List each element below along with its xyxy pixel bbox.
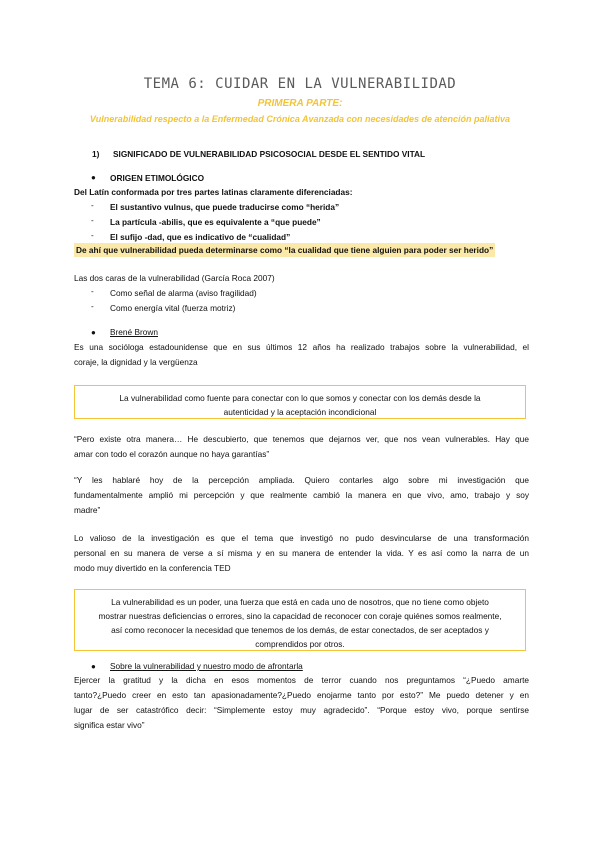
origen-intro: Del Latín conformada por tres partes latinas claramente diferenciadas:: [74, 187, 353, 197]
brown-paragraph-line: Es una socióloga estadounidense que en sus últimos 12 años ha realizado trabajos sobre la vulnerabilidad, el: [74, 342, 529, 352]
afrontar-line: lugar de ser catastrófico decir: “Simplemente estoy muy agradecido”. “Porque estoy vivo, porque sentirse: [74, 705, 529, 715]
callout-line: La vulnerabilidad como fuente para conectar con lo que somos y conectar con los demás desde la: [119, 393, 481, 403]
afrontar-line: significa estar vivo”: [74, 720, 145, 730]
dash-icon: -: [91, 287, 94, 296]
quote-line: “Pero existe otra manera… He descubierto, que tenemos que dejarnos ver, que nos vean vulnerables. Hay que: [74, 434, 529, 444]
quote-line: amar con todo el corazón aunque no haya garantías”: [74, 449, 270, 459]
callout-line: autenticidad y la aceptación incondicional: [223, 407, 377, 417]
callout-box: [74, 589, 526, 651]
origen-item: El sustantivo vulnus, que puede traducirse como “herida”: [110, 202, 340, 212]
bullet-icon: ●: [91, 662, 96, 671]
page-title: TEMA 6: CUIDAR EN LA VULNERABILIDAD: [143, 76, 457, 92]
brown-heading: Brené Brown: [110, 327, 158, 337]
afrontar-line: tanto?¿Puedo creer en esto tan apasionadamente?¿Puedo enojarme tanto por esto?” Me puedo detener y en: [74, 690, 529, 700]
dash-icon: -: [91, 302, 94, 311]
quote-line: fundamentalmente amplió mi percepción y que realmente cambió la manera en que vivo, amo, trabajo y soy: [74, 490, 529, 500]
origen-conclusion: De ahí que vulnerabilidad pueda determinarse como “la cualidad que tiene alguien para poder ser herido”: [76, 245, 494, 255]
bullet-icon: ●: [91, 173, 96, 182]
quote-line: madre”: [74, 505, 101, 515]
paragraph-line: Lo valioso de la investigación es que el tema que investigó no pudo desvincularse de una transformación: [74, 533, 529, 543]
section-number: 1): [92, 149, 100, 159]
quote-line: “Y les hablaré hoy de la percepción ampliada. Quiero contarles algo sobre mi investigación que: [74, 475, 529, 485]
origen-item: La partícula -abilis, que es equivalente a “que puede”: [110, 217, 321, 227]
part-label: PRIMERA PARTE:: [257, 98, 343, 109]
caras-item: Como energía vital (fuerza motriz): [110, 303, 236, 313]
dash-icon: -: [91, 201, 94, 210]
callout-line: La vulnerabilidad es un poder, una fuerza que está en cada uno de nosotros, que no tiene como objeto: [111, 597, 489, 607]
brown-paragraph-line: coraje, la dignidad y la vergüenza: [74, 357, 198, 367]
callout-line: así como reconocer la necesidad que tenemos de los demás, de estar conectados, de ser aceptados y: [111, 625, 489, 635]
paragraph-line: personal en su manera de verse a sí misma y en su manera de entender la vida. Y es así como la narra de un: [74, 548, 529, 558]
dash-icon: -: [91, 231, 94, 240]
bullet-icon: ●: [91, 328, 96, 337]
caras-intro: Las dos caras de la vulnerabilidad (García Roca 2007): [74, 273, 275, 283]
callout-box: [74, 385, 526, 419]
section-heading: SIGNIFICADO DE VULNERABILIDAD PSICOSOCIAL DESDE EL SENTIDO VITAL: [113, 149, 426, 159]
afrontar-heading: Sobre la vulnerabilidad y nuestro modo de afrontarla: [110, 661, 303, 671]
callout-line: mostrar nuestras deficiencias o errores, sino la capacidad de reconocer con coraje quiénes somos realmente,: [98, 611, 502, 621]
dash-icon: -: [91, 216, 94, 225]
part-subtitle: Vulnerabilidad respecto a la Enfermedad Crónica Avanzada con necesidades de atención paliativa: [89, 114, 511, 124]
callout-line: comprendidos por otros.: [255, 639, 345, 649]
caras-item: Como señal de alarma (aviso fragilidad): [110, 288, 257, 298]
origen-heading: ORIGEN ETIMOLÓGICO: [110, 173, 205, 183]
origen-item: El sufijo -dad, que es indicativo de “cualidad”: [110, 232, 291, 242]
paragraph-line: modo muy divertido en la conferencia TED: [74, 563, 231, 573]
afrontar-line: Ejercer la gratitud y la dicha en esos momentos de terror cuando nos preguntamos “¿Puedo amarte: [74, 675, 529, 685]
